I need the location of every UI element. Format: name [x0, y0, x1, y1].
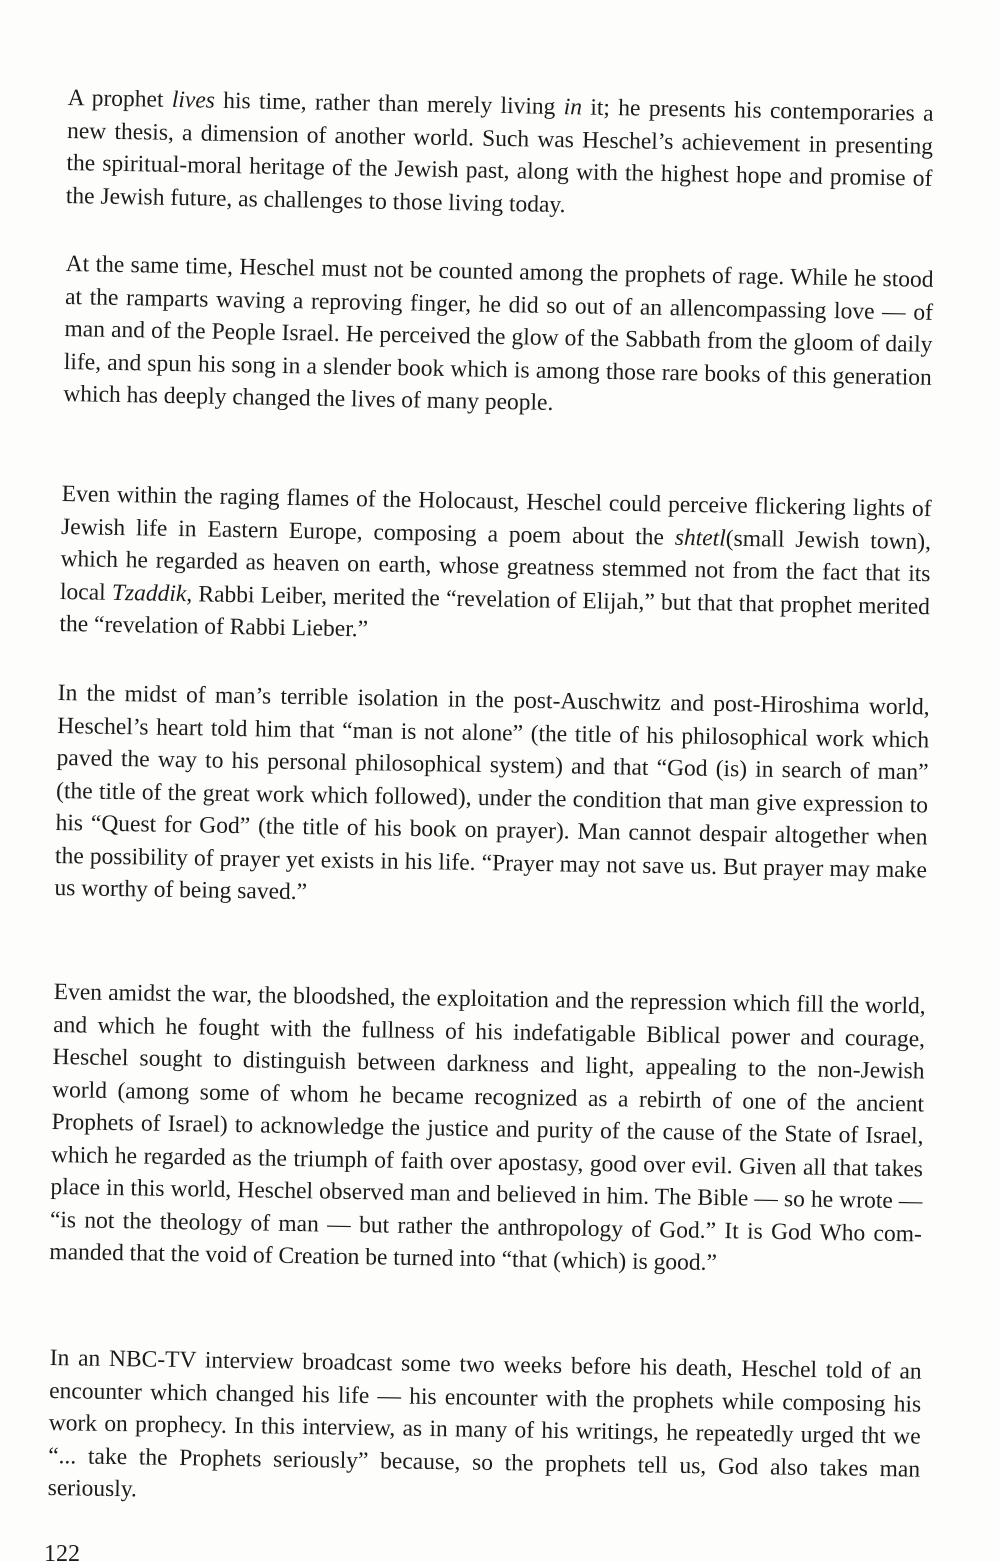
- italic-segment: lives: [171, 86, 216, 114]
- text-segment: it; he presents his contemporaries a new thesis, a dimension of another world. Such was Heschel’s achievement in presenting the spiritual-moral heritage of the Jewish past, along with the highest hope and promise of the Jewish future, as challenges to those living today.: [65, 94, 934, 218]
- page-number: 122: [44, 1541, 80, 1562]
- text-segment: Even amidst the war, the bloodshed, the exploitation and the repression which fill the world, and which he fought with the fullness of his indefatigable Biblical power and courage, Heschel sought to distinguish between darkness and light, appealing to the non-Jewish world (among some of whom he became recognized as a rebirth of one of the ancient Prophets of Israel) to acknowledge the justice and purity of the cause of the State of Israel, which he regarded as the triumph of faith over apostasy, good over evil. Given all that takes place in this world, Heschel observed man and believed in him. The Bible — so he wrote — “is not the theology of man — but rather the anthropology of God.” It is God Who commanded that the void of Creation be turned into “that (which) is good.”: [49, 978, 926, 1277]
- italic-segment: Tzaddik: [111, 579, 187, 607]
- text-segment: (small Jewish town), which he regarded as heaven on earth, whose greatness stemmed not from the fact that its local: [59, 525, 932, 606]
- text-segment: In the midst of man’s terrible isolation in the post-Auschwitz and post-Hiroshima world, Heschel’s heart told him that “man is not alone” (the title of his philosophical work which paved the way to his personal philosophical system) and that “God (is) in search of man” (the title of the great work which followed), under the condition that man give expression to his “Quest for God” (the title of his book on prayer). Man cannot despair altogether when the possibility of prayer yet exists in his life. “Prayer may not save us. But prayer may make us worthy of being saved.”: [54, 679, 930, 906]
- italic-segment: in: [563, 94, 583, 121]
- text-segment: Even within the raging flames of the Holocaust, Heschel could perceive flickering lights of Jewish life in Eastern Europe, composing a poem about the: [60, 480, 932, 551]
- paragraph-nbc-interview: [47, 1342, 921, 1518]
- text-segment: , Rabbi Leiber, merited the “revelation of Elijah,” but that that prophet merited the “revelation of Rabbi Lieber.”: [59, 580, 931, 643]
- text-segment: his time, rather than merely living: [214, 87, 564, 121]
- text-segment: In an NBC-TV interview broadcast some two weeks before his death, Heschel told of an encounter which changed his life — his encounter with the prophets while composing his work on prophecy. In this interview, as in many of his writings, he repeatedly urged tht we “... take the Prophets seriously” because, so the prophets tell us, God also takes man seriously.: [47, 1344, 922, 1503]
- paragraph-prophets-of-rage: [63, 248, 934, 426]
- paragraph-holocaust-shtetl: [59, 478, 932, 656]
- text-segment: A prophet: [67, 84, 173, 113]
- italic-segment: shtetl: [674, 524, 726, 552]
- paragraph-war-and-bloodshed: [49, 976, 926, 1283]
- text-segment: At the same time, Heschel must not be counted among the prophets of rage. While he stood at the ramparts waving a reproving finger, he did so out of an allencompassing love — of man and of the People Israel. He perceived the glow of the Sabbath from the gloom of daily life, and spun his song in a slender book which is among those rare books of this generation which has deeply changed the lives of many people.: [63, 250, 934, 416]
- paragraph-prophet-lives: [66, 82, 934, 228]
- paragraph-man-not-alone: [54, 677, 930, 919]
